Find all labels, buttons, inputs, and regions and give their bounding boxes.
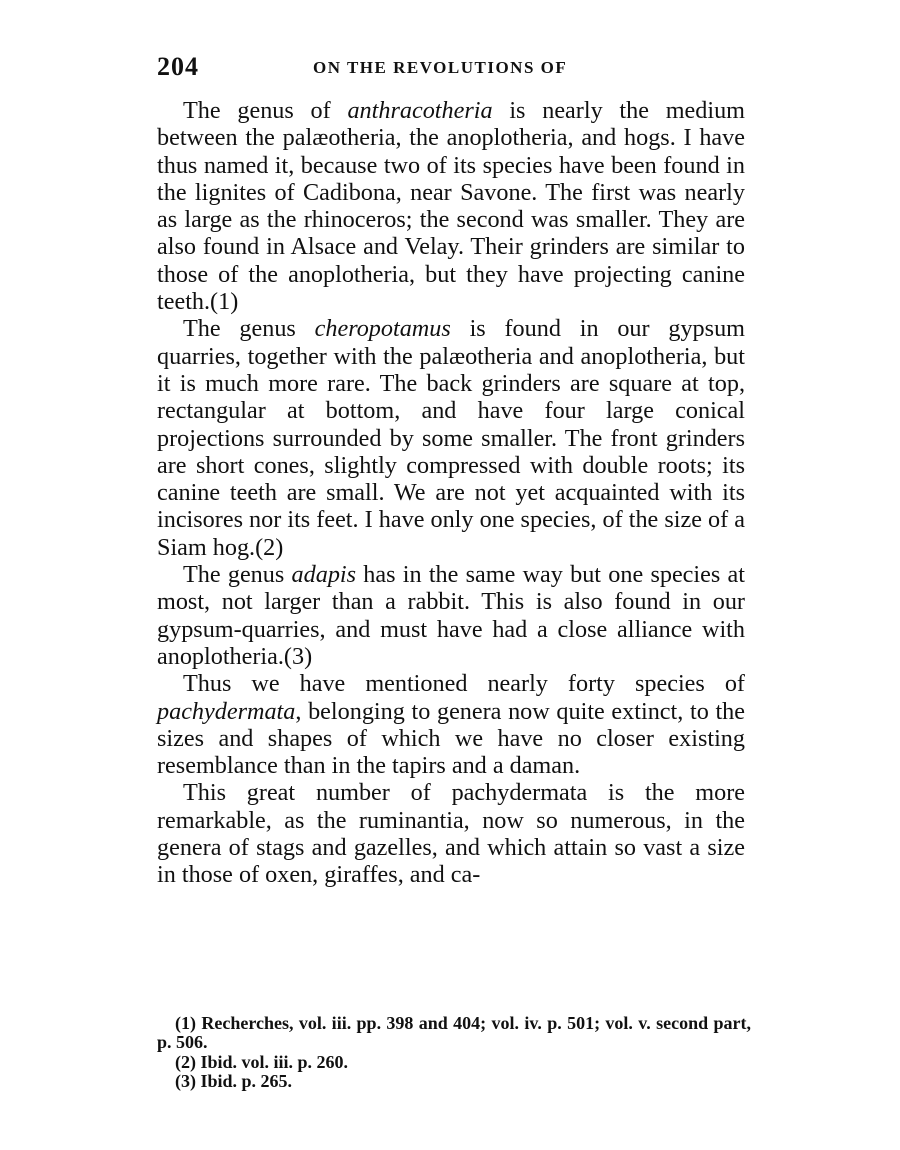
- paragraph-ruminantia: [157, 779, 745, 888]
- paragraph-text: Thus we have mentioned nearly forty species of: [183, 670, 745, 698]
- footnote-1: (1) Recherches, vol. iii. pp. 398 and 404; vol. iv. p. 501; vol. v. second part, p. 506.: [157, 1013, 751, 1053]
- paragraph-text: This great number of pachydermata is the more remarkable, as the ruminantia, now so numerous, in the genera of stags and gazelles, and which attain so vast a size in those of oxen, giraffes, and ca-: [157, 779, 745, 889]
- paragraph-anthracotheria: [157, 97, 745, 315]
- body-text: [157, 97, 745, 889]
- paragraph-text: , belonging to genera now quite extinct, to the sizes and shapes of which we have no closer existing resemblance than in the tapirs and a daman.: [157, 697, 745, 780]
- paragraph-text: The genus: [183, 315, 315, 343]
- footnote-2: (2) Ibid. vol. iii. p. 260.: [175, 1051, 349, 1072]
- footnote-3: (3) Ibid. p. 265.: [175, 1071, 293, 1092]
- footnotes: [157, 1014, 751, 1092]
- order-name-pachydermata: pachydermata: [157, 697, 296, 725]
- genus-name-cheropotamus: cheropotamus: [314, 315, 451, 343]
- paragraph-text: has in the same way but one species at most, not larger than a rabbit. This is also found in our gypsum-quarries, and must have had a close alliance with anoplotheria.(3): [157, 561, 745, 670]
- running-head-title: ON THE REVOLUTIONS OF: [313, 58, 568, 77]
- paragraph-text: The genus: [183, 561, 292, 589]
- genus-name-adapis: adapis: [291, 561, 357, 589]
- paragraph-cheropotamus: [157, 315, 745, 561]
- paragraph-text: is nearly the medium between the palæotheria, the anoplotheria, and hogs. I have thus named it, because two of its species have been found in the lignites of Cadibona, near Savone. The first was nearly as large as the rhinoceros; the second was smaller. They are also found in Alsace and Velay. Their grinders are similar to those of the anoplotheria, but they have projecting canine teeth.(1): [157, 97, 745, 316]
- paragraph-text: The genus of: [183, 97, 348, 124]
- running-head: [157, 52, 747, 88]
- paragraph-pachydermata-summary: [157, 670, 745, 779]
- paragraph-adapis: [157, 561, 745, 670]
- genus-name-anthracotheria: anthracotheria: [347, 97, 493, 124]
- paragraph-text: is found in our gypsum quarries, together with the palæotheria and anoplotheria, but it is much more rare. The back grinders are square at top, rectangular at bottom, and have four large conical projections surrounded by some smaller. The front grinders are short cones, slightly compressed with double roots; its canine teeth are small. We are not yet acquainted with its incisores nor its feet. I have only one species, of the size of a Siam hog.(2): [157, 315, 745, 561]
- page-number: 204: [157, 52, 199, 81]
